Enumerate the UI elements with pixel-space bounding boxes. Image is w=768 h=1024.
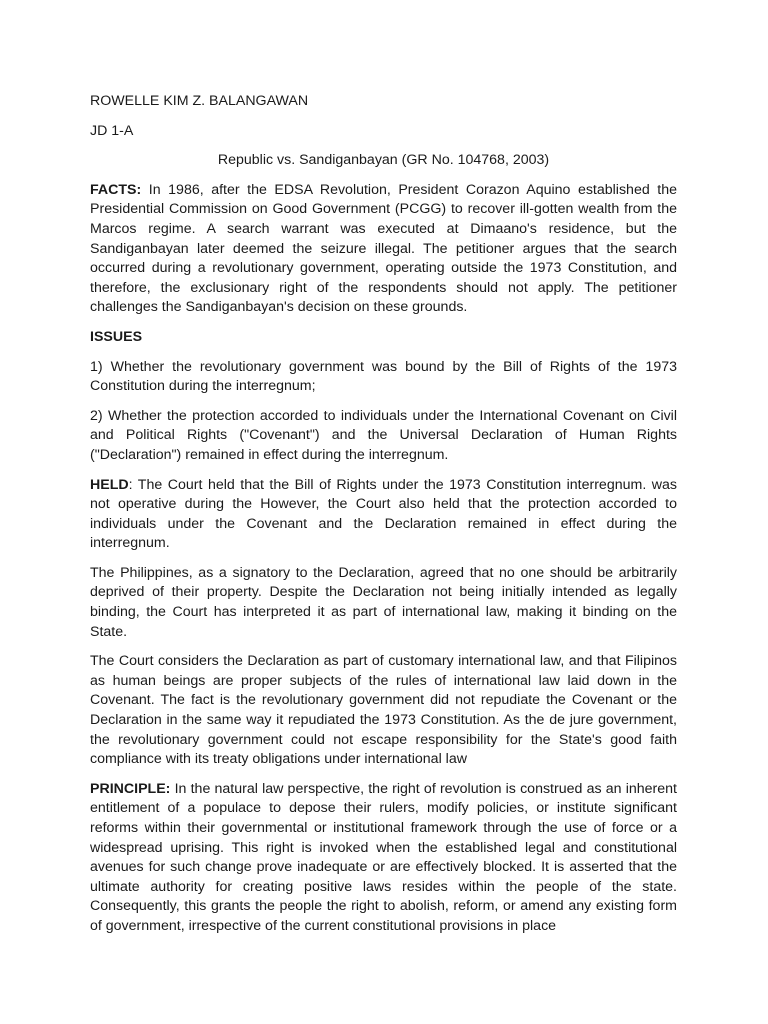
held-paragraph <box>90 476 677 554</box>
issue-item-1: 1) Whether the revolutionary government was bound by the Bill of Rights of the 1973 Constitution during the interregnum; <box>90 358 677 395</box>
issue-item-2: 2) Whether the protection accorded to individuals under the International Covenant on Civil and Political Rights ("Covenant") and the Universal Declaration of Human Rights ("Declaration") remained in effect during the interregnum. <box>90 407 677 463</box>
principle-paragraph <box>90 780 677 937</box>
facts-paragraph <box>90 181 677 318</box>
class-section: JD 1-A <box>90 122 134 139</box>
held-paragraph-3: The Court considers the Declaration as part of customary international law, and that Filipinos as human beings are proper subjects of the rules of international law laid down in the Covenant. The fact is the revolutionary government did not repudiate the Covenant or the Declaration in the same way it repudiated the 1973 Constitution. As the de jure government, the revolutionary government could not escape responsibility for the State's good faith compliance with its treaty obligations under international law <box>90 653 677 768</box>
principle-label: PRINCIPLE: <box>90 780 171 797</box>
held-paragraph-2: The Philippines, as a signatory to the Declaration, agreed that no one should be arbitrarily deprived of their property. Despite the Declaration not being initially intended as legally binding, the Court has interpreted it as part of international law, making it binding on the State. <box>90 564 677 640</box>
document-page <box>90 92 677 937</box>
author-name: ROWELLE KIM Z. BALANGAWAN <box>90 93 309 109</box>
case-title: Republic vs. Sandiganbayan (GR No. 104768, 2003) <box>217 152 550 169</box>
held-text: : The Court held that the Bill of Rights under the 1973 Constitution interregnum. was not operative during the However, the Court also held that the protection accorded to individuals under the Covenant and the Declaration remained in effect during the interregnum. <box>90 476 677 552</box>
facts-label: FACTS: <box>90 181 142 198</box>
held-label: HELD <box>90 476 129 493</box>
issues-heading: ISSUES <box>90 328 143 345</box>
facts-text: In 1986, after the EDSA Revolution, President Corazon Aquino established the Presidential Commission on Good Government (PCGG) to recover ill-gotten wealth from the Marcos regime. A search warrant was executed at Dimaano's residence, but the Sandiganbayan later deemed the seizure illegal. The petitioner argues that the search occurred during a revolutionary government, operating outside the 1973 Constitution, and therefore, the exclusionary right of the respondents should not apply. The petitioner challenges the Sandiganbayan's decision on these grounds. <box>90 181 677 316</box>
principle-text: In the natural law perspective, the right of revolution is construed as an inherent entitlement of a populace to depose their rulers, modify policies, or institute significant reforms within their governmental or institutional framework through the use of force or a widespread uprising. This right is invoked when the established legal and constitutional avenues for such change prove inadequate or are effectively blocked. It is asserted that the ultimate authority for creating positive laws resides within the people of the state. Consequently, this grants the people the right to abolish, reform, or amend any existing form of government, irrespective of the current constitutional provisions in place <box>90 780 677 934</box>
